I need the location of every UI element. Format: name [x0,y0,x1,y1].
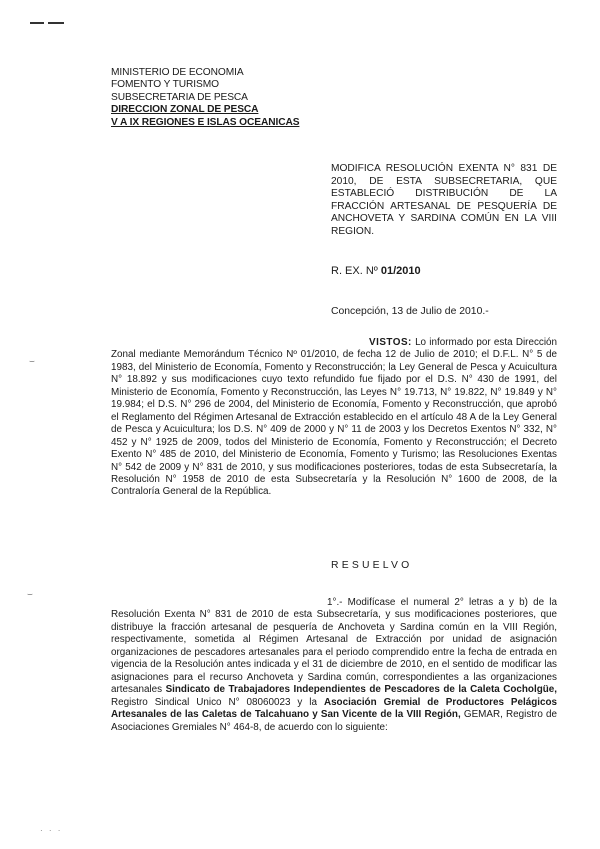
body-part-1: 1°.- Modifícase el numeral 2° letras a y b) de la Resolución Exenta N° 831 de 2010 de esta Subsecretaría, y sus modificaciones posteriores, que distribuye la fracción artesanal de pesquería de Anchoveta y Sardina común en la VIII Región, respectivamente, sometida al Régimen Artesanal de Extracción por unidad de asignación organizaciones de pescadores artesanales para el periodo comprendido entre la fecha de entrada en vigencia de la Resolución antes indicada y el 31 de diciembre de 2010, en el sentido de modificar las asignaciones para el recurso Anchoveta y Sardina común, correspondientes a las organizaciones artesanales [111,597,557,696]
resolution-prefix: R. EX. Nº [331,265,378,277]
letterhead [111,67,331,129]
vistos-lead: VISTOS: [369,337,412,348]
resuelvo-heading: RESUELVO [331,560,413,571]
resolution-number [331,265,421,277]
header-ministry-2: FOMENTO Y TURISMO [111,79,219,91]
header-ministry: MINISTERIO DE ECONOMIA [111,67,244,78]
header-zonal-direction: DIRECCION ZONAL DE PESCA [111,104,259,116]
body-part-3: GEMAR, Registro de Asociaciones Gremiales N° 464-8, de acuerdo con lo siguiente: [111,709,558,733]
body-org-1: Sindicato de Trabajadores Independientes de Pescadores de la Caleta Cocholgüe, [165,684,557,696]
date-line: Concepción, 13 de Julio de 2010.- [331,306,489,317]
body-org-2: Asociación Gremial de Productores Pelágicos Artesanales de las Caletas de Talcahuano y San Vicente de la VIII Región, [111,696,558,721]
resolution-summary: MODIFICA RESOLUCIÓN EXENTA N° 831 DE 2010, DE ESTA SUBSECRETARIA, QUE ESTABLECIÓ DISTRIBUCIÓN DE LA FRACCIÓN ARTESANAL DE PESQUERÍA DE ANCHOVETA Y SARDINA COMÚN EN LA VIII REGION. [331,163,557,237]
resolution-body [111,597,557,734]
margin-mark-2: ⌣ [27,589,33,599]
body-part-2: Registro Sindical Unico N° 08060023 y la [111,696,317,708]
vistos-paragraph [111,337,557,499]
margin-mark-1: ⌣ [29,356,35,366]
resolution-number-value: 01/2010 [380,265,421,277]
header-subsecretary: SUBSECRETARIA DE PESCA [111,91,248,103]
vistos-text: Lo informado por esta Dirección Zonal mediante Memorándum Técnico Nº 01/2010, de fecha 12 de Julio de 2010; el D.F.L. N° 5 de 1983, del Ministerio de Economía, Fomento y Reconstrucción; la Ley General de Pesca y Acuicultura N° 18.892 y sus modificaciones cuyo texto refundido fue fijado por el D.S. N° 430 de 1991, del Ministerio de Economía, Fomento y Reconstrucción, las Leyes N° 19.713, N° 19.822, N° 19.849 y N° 19.984; el D.S. N° 296 de 2004, del Ministerio de Economía, Fomento y Reconstrucción, que aprobó el Reglamento del Régimen Artesanal de Extracción establecido en el artículo 48 A de la Ley General de Pesca y Acuicultura; los D.S. N° 409 de 2000 y N° 11 de 2003 y los Decretos Exentos N° 332, N° 452 y N° 1925 de 2009, todos del Ministerio de Economía, Fomento y Reconstrucción; el Decreto Exento N° 485 de 2010, del Ministerio de Economía, Fomento y Turismo; las Resoluciones Exentas N° 542 de 2009 y N° 831 de 2010, y sus modificaciones posteriores, todas de esta Subsecretaría, la Resolución N° 1958 de 2010 de esta Subsecretaría y la Resolución N° 1600 de 2008, de la Contraloría General de la República. [111,337,557,498]
scan-corner-mark [30,22,66,24]
scan-dots: · · · [40,826,63,835]
header-regions: V A IX REGIONES E ISLAS OCEANICAS [111,116,300,128]
